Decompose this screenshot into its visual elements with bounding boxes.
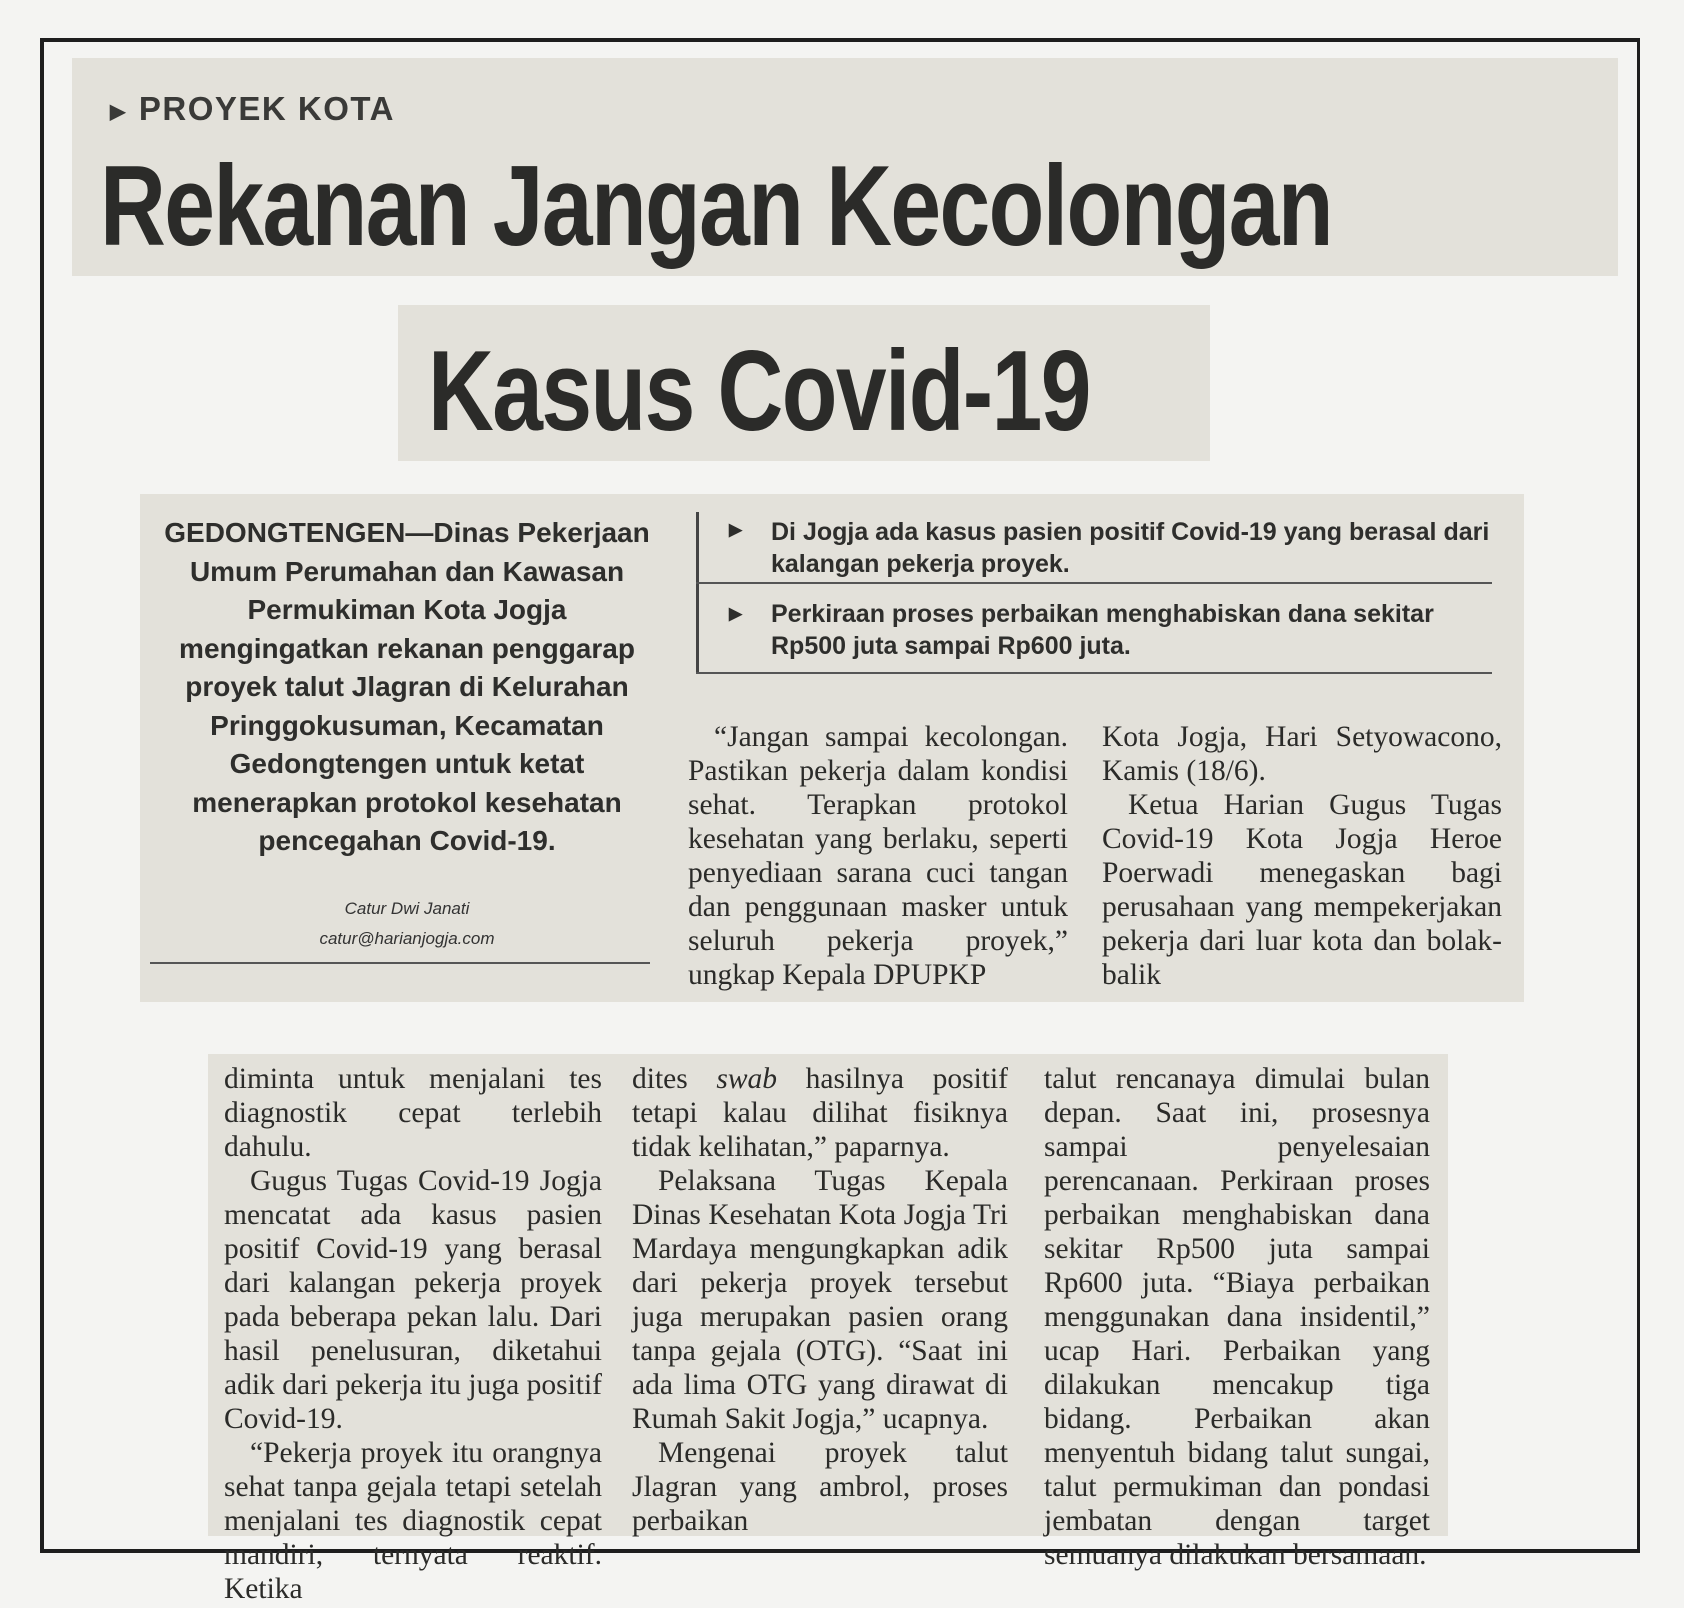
byline [162, 894, 652, 954]
highlights-box [696, 512, 1494, 674]
body-column [632, 1062, 1008, 1538]
body-paragraph: “Jangan sampai kecolongan. Pastikan pekerja dalam kondisi sehat. Terapkan protokol kesehatan yang berlaku, seperti penyediaan sarana cuci tangan dan penggunaan masker untuk seluruh pekerja proyek,” ungkap Kepala DPUPKP [688, 721, 1068, 991]
kicker [110, 90, 395, 128]
body-paragraph: diminta untuk menjalani tes diagnostik cepat terlebih dahulu. [224, 1063, 602, 1163]
headline-line-2: Kasus Covid-19 [428, 328, 1090, 455]
highlight-divider [696, 582, 1492, 584]
triangle-right-icon: ▶ [729, 604, 743, 623]
body-column [1102, 720, 1502, 992]
upper-article-clipping [140, 494, 1524, 1002]
body-paragraph: “Pekerja proyek itu orangnya sehat tanpa gejala tetapi setelah menjalani tes diagnostik cepat mandiri, ternyata reaktif. Ketika [224, 1437, 602, 1605]
italic-term: swab [716, 1063, 778, 1095]
headline-clipping [72, 58, 1618, 276]
body-column [688, 720, 1068, 992]
text-run: dites [632, 1063, 717, 1095]
text-run: hasilnya positif tetapi kalau dilihat fisiknya tidak kelihatan,” paparnya. [632, 1063, 1009, 1163]
body-paragraph: Kota Jogja, Hari Setyowacono, Kamis (18/6). [1102, 721, 1502, 787]
highlight-item [696, 512, 1494, 584]
headline-clipping-2 [398, 305, 1210, 461]
body-paragraph: Ketua Harian Gugus Tugas Covid-19 Kota Jogja Heroe Poerwadi menegaskan bagi perusahaan yang mempekerjakan pekerja dari luar kota dan bolak-balik [1102, 789, 1502, 991]
lower-article-clipping [208, 1054, 1448, 1605]
highlight-text: Perkiraan proses perbaikan menghabiskan dana sekitar Rp500 juta sampai Rp600 juta. [771, 600, 1434, 660]
body-paragraph: talut rencanaya dimulai bulan depan. Saat ini, prosesnya sampai penyelesaian perencanaan. Perkiraan proses perbaikan menghabiskan dana sekitar Rp500 juta sampai Rp600 juta. “Biaya perbaikan menggunakan dana insidentil,” ucap Hari. Perbaikan yang dilakukan mencakup tiga bidang. Perbaikan akan menyentuh bidang talut sungai, talut permukiman dan pondasi jembatan dengan target semuanya dilakukan bersamaan. [1044, 1063, 1430, 1571]
highlight-divider [696, 672, 1492, 674]
body-paragraph [632, 1062, 1008, 1164]
highlight-text: Di Jogja ada kasus pasien positif Covid-19 yang berasal dari kalangan pekerja proyek. [771, 518, 1490, 578]
byline-divider [150, 962, 650, 964]
kicker-text: PROYEK KOTA [138, 90, 395, 127]
headline-line-1: Rekanan Jangan Kecolongan [100, 143, 1333, 270]
body-column [224, 1062, 602, 1606]
highlight-item [696, 584, 1494, 674]
triangle-right-icon: ▶ [110, 100, 127, 123]
byline-author: Catur Dwi Janati [344, 899, 470, 918]
byline-email: catur@harianjogja.com [319, 929, 495, 948]
body-paragraph: Mengenai proyek talut Jlagran yang ambrol, proses perbaikan [632, 1437, 1008, 1537]
article-lead: GEDONGTENGEN—Dinas Pekerjaan Umum Perumahan dan Kawasan Permukiman Kota Jogja mengingatkan rekanan penggarap proyek talut Jlagran di Kelurahan Pringgokusuman, Kecamatan Gedongtengen untuk ketat menerapkan protokol kesehatan pencegahan Covid-19. [164, 517, 650, 856]
body-paragraph: Gugus Tugas Covid-19 Jogja mencatat ada kasus pasien positif Covid-19 yang berasal dari kalangan pekerja proyek pada beberapa pekan lalu. Dari hasil penelusuran, diketahui adik dari pekerja itu juga positif Covid-19. [224, 1165, 602, 1435]
body-paragraph: Pelaksana Tugas Kepala Dinas Kesehatan Kota Jogja Tri Mardaya mengungkapkan adik dari pekerja proyek tersebut juga merupakan pasien orang tanpa gejala (OTG). “Saat ini ada lima OTG yang dirawat di Rumah Sakit Jogja,” ucapnya. [632, 1165, 1008, 1435]
triangle-right-icon: ▶ [729, 520, 743, 539]
body-column [1044, 1062, 1430, 1572]
